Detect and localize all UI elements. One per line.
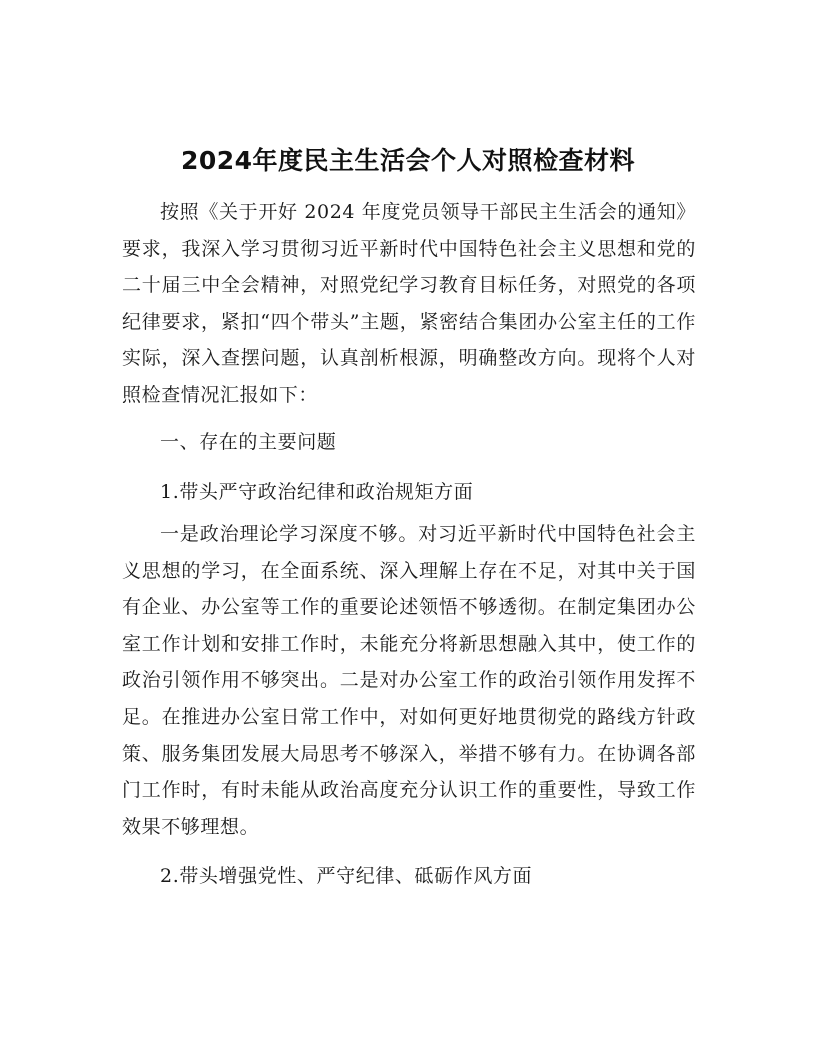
subheading-political-discipline: 1.带头严守政治纪律和政治规矩方面 — [160, 481, 474, 503]
subheading-party-spirit: 2.带头增强党性、严守纪律、砥砺作风方面 — [160, 865, 533, 887]
intro-paragraph: 按照《关于开好 2024 年度党员领导干部民主生活会的通知》要求，我深入学习贯彻习近平新时代中国特色社会主义思想和党的二十届三中全会精神，对照党纪学习教育目标任务，对照党的各项纪律要求，紧扣“四个带头”主题，紧密结合集团办公室主任的工作实际，深入查摆问题，认真剖析根源，明确整改方向。现将个人对照检查情况汇报如下： — [122, 201, 696, 406]
document-title: 2024年度民主生活会个人对照检查材料 — [180, 146, 636, 175]
body-paragraph: 一是政治理论学习深度不够。对习近平新时代中国特色社会主义思想的学习，在全面系统、深入理解上存在不足，对其中关于国有企业、办公室等工作的重要论述领悟不够透彻。在制定集团办公室工作计划和安排工作时，未能充分将新思想融入其中，使工作的政治引领作用不够突出。二是对办公室工作的政治引领作用发挥不足。在推进办公室日常工作中，对如何更好地贯彻党的路线方针政策、服务集团发展大局思考不够深入，举措不够有力。在协调各部门工作时，有时未能从政治高度充分认识工作的重要性，导致工作效果不够理想。 — [122, 523, 696, 838]
section-heading: 一、存在的主要问题 — [160, 431, 337, 453]
